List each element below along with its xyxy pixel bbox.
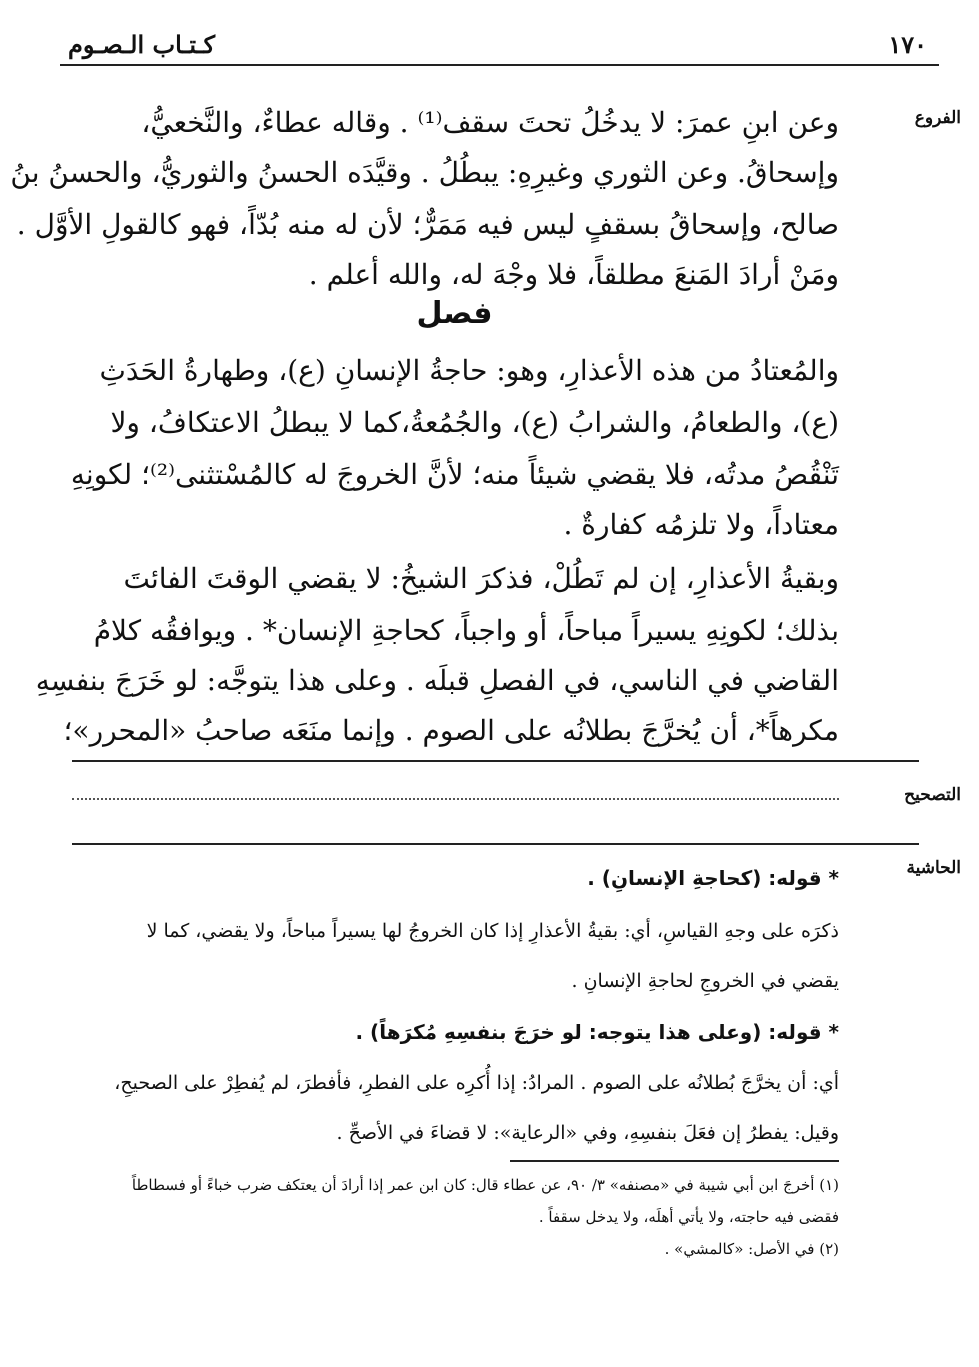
footnote-line: فقضى فيه حاجته، ولا يأتي أهلَه، ولا يدخل سقفاً . bbox=[538, 1208, 839, 1226]
header-rule bbox=[60, 64, 939, 66]
page-header bbox=[60, 28, 939, 68]
side-label-hashiya: الحاشية bbox=[906, 858, 961, 878]
tashih-dotted-line bbox=[72, 798, 839, 800]
text-line: (ع)، والطعامُ، والشرابُ (ع)، والجُمُعةُ،كما لا يبطلُ الاعتكافُ، ولا bbox=[110, 406, 839, 439]
text-line: وبقيةُ الأعذارِ، إن لم تَطُلْ، فذكرَ الشيخُ: لا يقضي الوقتَ الفائتَ bbox=[123, 562, 839, 595]
footnote-line: (١) أخرجَ ابن أبي شيبة في «مصنفه» ٣/ ٩٠، عن عطاء قال: كان ابن عمر إذا أرادَ أن يعتكف ضرب خباءً أو فسطاطاً bbox=[131, 1176, 839, 1194]
text-line: وعن ابنِ عمرَ: لا يدخُلُ تحتَ سقف⁽¹⁾ . وقاله عطاءٌ، والنَّخعيُّ، bbox=[141, 106, 839, 139]
page-number: ١٧٠ bbox=[888, 30, 927, 59]
text-line: وإسحاقُ. وعن الثوري وغيرِهِ: يبطُلُ . وقيَّدَه الحسنُ والثوريُّ، والحسنُ بنُ bbox=[10, 156, 839, 189]
text-line: معتاداً، ولا تلزمُه كفارةٌ . bbox=[563, 508, 839, 541]
hashiya-line: وقيل: يفطرُ إن فعَلَ بنفسِهِ، وفي «الرعاية»: لا قضاءَ في الأصحِّ . bbox=[336, 1122, 839, 1144]
text-line: القاضي في الناسي، في الفصلِ قبلَه . وعلى هذا يتوجَّه: لو خَرَجَ بنفسِهِ bbox=[35, 664, 839, 697]
text-line: مكرهاً*، أن يُخرَّجَ بطلانُه على الصوم . وإنما منَعَه صاحبُ «المحرر»؛ bbox=[63, 714, 839, 747]
hashiya-line: أي: أن يخرَّجَ بُطلانُه على الصوم . المرادُ: إذا أُكرِه على الفطرِ، فأفطرَ، لم يُفطِرْ على الصحيحِ، bbox=[114, 1072, 839, 1094]
text-line: بذلك؛ لكونِهِ يسيراً مباحاً، أو واجباً، كحاجةِ الإنسان* . ويوافقُه كلامُ bbox=[93, 614, 839, 647]
separator-rule bbox=[72, 760, 919, 762]
hashiya-heading: * قوله: (وعلى هذا يتوجه: لو خرَجَ بنفسِهِ مُكرَهاً) . bbox=[355, 1020, 839, 1044]
footnote-rule bbox=[510, 1160, 839, 1162]
side-label-furu: الفروع bbox=[914, 108, 961, 128]
text-line: ومَنْ أرادَ المَنعَ مطلقاً، فلا وجْهَ له، والله أعلم . bbox=[308, 258, 839, 291]
hashiya-line: ذكرَه على وجهِ القياسِ، أي: بقيةُ الأعذارِ إذا كان الخروجُ لها يسيراً مباحاً، ولا يقضي، كما لا bbox=[146, 920, 839, 942]
hashiya-heading: * قوله: (كحاجةِ الإنسانِ) . bbox=[587, 866, 839, 890]
hashiya-line: يقضي في الخروجِ لحاجةِ الإنسانِ . bbox=[571, 970, 839, 992]
footnote-line: (٢) في الأصل: «كالمشي» . bbox=[664, 1240, 839, 1258]
running-title: كـتـاب الـصـوم bbox=[68, 30, 216, 59]
separator-rule bbox=[72, 843, 919, 845]
side-label-tashih: التصحيح bbox=[904, 785, 961, 805]
text-line: والمُعتادُ من هذه الأعذارِ، وهو: حاجةُ الإنسانِ (ع)، وطهارةُ الحَدَثِ bbox=[99, 354, 839, 387]
section-title: فصل bbox=[416, 296, 493, 331]
text-line: تَنْقُصُ مدتُه، فلا يقضي شيئاً منه؛ لأنَّ الخروجَ له كالمُسْتثنى⁽²⁾؛ لكونِهِ bbox=[70, 458, 839, 491]
text-line: صالح، وإسحاقُ بسقفٍ ليس فيه مَمَرٌّ؛ لأن له منه بُدّاً، فهو كالقولِ الأوَّل . bbox=[16, 208, 839, 241]
